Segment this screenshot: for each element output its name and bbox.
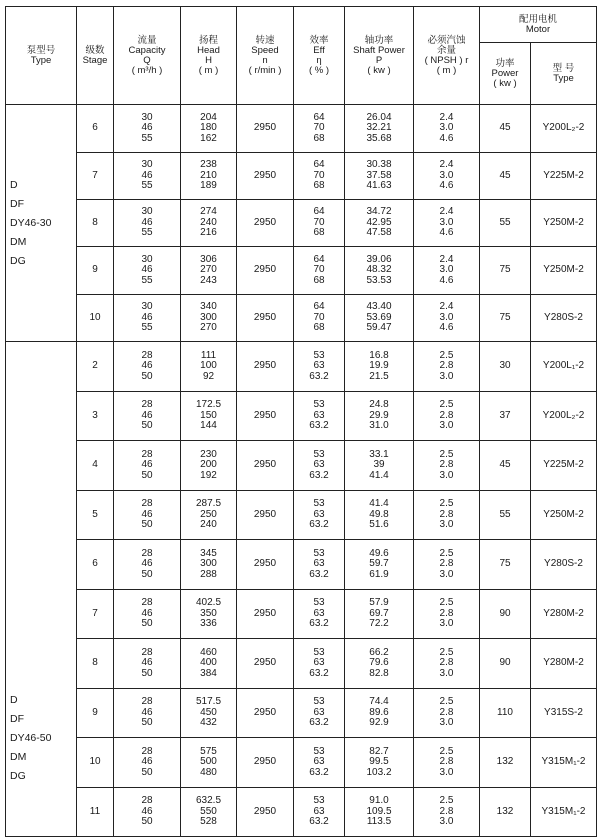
header-head-en: Head xyxy=(197,44,220,56)
speed-cell: 2950 xyxy=(237,247,294,295)
stage-cell: 7 xyxy=(77,589,114,639)
pump-performance-sheet xyxy=(5,6,597,837)
capacity-cell: 28 46 50 xyxy=(114,589,181,639)
table-row xyxy=(6,441,597,491)
stage-cell: 6 xyxy=(77,540,114,590)
header-motor-power-en: Power xyxy=(491,67,519,79)
npsh-cell: 2.5 2.8 3.0 xyxy=(414,540,480,590)
header-eff-cn: 效率 xyxy=(309,34,329,46)
power-cell: 91.0 109.5 113.5 xyxy=(345,787,414,837)
capacity-cell: 30 46 55 xyxy=(114,153,181,200)
motor-power-cell: 45 xyxy=(480,441,531,491)
capacity-cell: 28 46 50 xyxy=(114,639,181,689)
speed-cell: 2950 xyxy=(237,589,294,639)
header-speed-en: Speed xyxy=(251,44,279,56)
header-head-cn: 扬程 xyxy=(198,34,218,46)
eff-cell: 64 70 68 xyxy=(294,153,345,200)
header-npsh-cn2: 余量 xyxy=(436,44,456,56)
table-row xyxy=(6,540,597,590)
stage-cell: 11 xyxy=(77,787,114,837)
capacity-cell: 30 46 55 xyxy=(114,295,181,342)
power-cell: 26.04 32.21 35.68 xyxy=(345,105,414,153)
motor-power-cell: 110 xyxy=(480,688,531,738)
header-shaft-power-en: Shaft Power xyxy=(353,44,405,56)
eff-cell: 53 63 63.2 xyxy=(294,441,345,491)
stage-cell: 2 xyxy=(77,342,114,392)
head-cell: 575 500 480 xyxy=(181,738,237,788)
motor-type-cell: Y280M-2 xyxy=(531,589,597,639)
power-cell: 57.9 69.7 72.2 xyxy=(345,589,414,639)
speed-cell: 2950 xyxy=(237,787,294,837)
header-npsh-cn1: 必须汽蚀 xyxy=(427,34,466,46)
speed-cell: 2950 xyxy=(237,738,294,788)
motor-power-cell: 45 xyxy=(480,105,531,153)
header-shaft-power xyxy=(345,7,414,105)
motor-type-cell: Y200L₁-2 xyxy=(531,342,597,392)
table-row xyxy=(6,787,597,837)
speed-cell: 2950 xyxy=(237,105,294,153)
npsh-cell: 2.5 2.8 3.0 xyxy=(414,490,480,540)
power-cell: 16.8 19.9 21.5 xyxy=(345,342,414,392)
header-capacity-en: Capacity xyxy=(128,44,166,56)
header-type-en: Type xyxy=(30,54,52,66)
npsh-cell: 2.5 2.8 3.0 xyxy=(414,391,480,441)
eff-cell: 64 70 68 xyxy=(294,295,345,342)
head-cell: 517.5 450 432 xyxy=(181,688,237,738)
motor-type-cell: Y200L₂-2 xyxy=(531,105,597,153)
head-cell: 204 180 162 xyxy=(181,105,237,153)
header-capacity-symbol: Q xyxy=(143,54,151,66)
stage-cell: 7 xyxy=(77,153,114,200)
header-motor-cn: 配用电机 xyxy=(518,13,557,25)
header-shaft-power-cn: 轴功率 xyxy=(364,34,394,46)
table-row xyxy=(6,200,597,247)
eff-cell: 53 63 63.2 xyxy=(294,342,345,392)
power-cell: 49.6 59.7 61.9 xyxy=(345,540,414,590)
capacity-cell: 28 46 50 xyxy=(114,787,181,837)
header-stage-en: Stage xyxy=(82,54,108,66)
eff-cell: 53 63 63.2 xyxy=(294,787,345,837)
stage-cell: 6 xyxy=(77,105,114,153)
speed-cell: 2950 xyxy=(237,639,294,689)
eff-cell: 53 63 63.2 xyxy=(294,540,345,590)
table-row xyxy=(6,295,597,342)
header-capacity-unit: ( m³/h ) xyxy=(131,64,163,76)
npsh-cell: 2.5 2.8 3.0 xyxy=(414,441,480,491)
group-type-cell: D DF DY46-50 DM DG xyxy=(6,342,77,837)
header-motor-en: Motor xyxy=(525,23,551,35)
header-motor-type-cn: 型 号 xyxy=(552,62,575,74)
stage-cell: 9 xyxy=(77,688,114,738)
header-eff-unit: ( % ) xyxy=(308,64,330,76)
motor-power-cell: 75 xyxy=(480,247,531,295)
capacity-cell: 28 46 50 xyxy=(114,342,181,392)
capacity-cell: 28 46 50 xyxy=(114,688,181,738)
head-cell: 460 400 384 xyxy=(181,639,237,689)
header-shaft-power-unit: ( kw ) xyxy=(367,64,391,76)
motor-power-cell: 45 xyxy=(480,153,531,200)
speed-cell: 2950 xyxy=(237,342,294,392)
speed-cell: 2950 xyxy=(237,391,294,441)
header-motor-type xyxy=(531,43,597,105)
capacity-cell: 30 46 55 xyxy=(114,247,181,295)
table-row xyxy=(6,589,597,639)
header-capacity xyxy=(114,7,181,105)
npsh-cell: 2.4 3.0 4.6 xyxy=(414,105,480,153)
head-cell: 345 300 288 xyxy=(181,540,237,590)
motor-power-cell: 55 xyxy=(480,200,531,247)
head-cell: 238 210 189 xyxy=(181,153,237,200)
motor-type-cell: Y315S-2 xyxy=(531,688,597,738)
motor-type-cell: Y225M-2 xyxy=(531,441,597,491)
speed-cell: 2950 xyxy=(237,153,294,200)
motor-power-cell: 132 xyxy=(480,787,531,837)
speed-cell: 2950 xyxy=(237,540,294,590)
motor-power-cell: 90 xyxy=(480,589,531,639)
header-stage xyxy=(77,7,114,105)
npsh-cell: 2.5 2.8 3.0 xyxy=(414,342,480,392)
header-row xyxy=(6,7,597,43)
capacity-cell: 28 46 50 xyxy=(114,540,181,590)
header-eff xyxy=(294,7,345,105)
group-type-cell: D DF DY46-30 DM DG xyxy=(6,105,77,342)
stage-cell: 10 xyxy=(77,295,114,342)
stage-cell: 3 xyxy=(77,391,114,441)
power-cell: 34.72 42.95 47.58 xyxy=(345,200,414,247)
header-speed-cn: 转速 xyxy=(255,34,275,46)
header-motor xyxy=(480,7,597,43)
motor-power-cell: 55 xyxy=(480,490,531,540)
header-motor-power-unit: ( kw ) xyxy=(493,77,517,89)
motor-type-cell: Y280S-2 xyxy=(531,295,597,342)
head-cell: 172.5 150 144 xyxy=(181,391,237,441)
table-row xyxy=(6,391,597,441)
motor-type-cell: Y315M₁-2 xyxy=(531,738,597,788)
npsh-cell: 2.5 2.8 3.0 xyxy=(414,688,480,738)
eff-cell: 53 63 63.2 xyxy=(294,688,345,738)
head-cell: 111 100 92 xyxy=(181,342,237,392)
npsh-cell: 2.4 3.0 4.6 xyxy=(414,153,480,200)
header-motor-type-en: Type xyxy=(553,72,574,84)
motor-power-cell: 75 xyxy=(480,295,531,342)
motor-power-cell: 132 xyxy=(480,738,531,788)
capacity-cell: 28 46 50 xyxy=(114,490,181,540)
head-cell: 274 240 216 xyxy=(181,200,237,247)
motor-power-cell: 37 xyxy=(480,391,531,441)
header-eff-symbol: η xyxy=(316,54,322,66)
head-cell: 402.5 350 336 xyxy=(181,589,237,639)
header-shaft-power-symbol: P xyxy=(375,54,383,66)
stage-cell: 9 xyxy=(77,247,114,295)
npsh-cell: 2.4 3.0 4.6 xyxy=(414,247,480,295)
table-row xyxy=(6,688,597,738)
npsh-cell: 2.5 2.8 3.0 xyxy=(414,787,480,837)
head-cell: 306 270 243 xyxy=(181,247,237,295)
header-type-cn: 泵型号 xyxy=(26,44,56,56)
npsh-cell: 2.5 2.8 3.0 xyxy=(414,738,480,788)
eff-cell: 64 70 68 xyxy=(294,200,345,247)
power-cell: 74.4 89.6 92.9 xyxy=(345,688,414,738)
table-row xyxy=(6,639,597,689)
header-motor-power-cn: 功率 xyxy=(495,57,515,69)
motor-power-cell: 30 xyxy=(480,342,531,392)
power-cell: 24.8 29.9 31.0 xyxy=(345,391,414,441)
stage-cell: 5 xyxy=(77,490,114,540)
eff-cell: 64 70 68 xyxy=(294,105,345,153)
motor-type-cell: Y280S-2 xyxy=(531,540,597,590)
power-cell: 30.38 37.58 41.63 xyxy=(345,153,414,200)
header-stage-cn: 级数 xyxy=(85,44,105,56)
motor-type-cell: Y250M-2 xyxy=(531,490,597,540)
header-eff-en: Eff xyxy=(313,44,325,56)
npsh-cell: 2.4 3.0 4.6 xyxy=(414,200,480,247)
table-row xyxy=(6,490,597,540)
npsh-cell: 2.5 2.8 3.0 xyxy=(414,639,480,689)
capacity-cell: 30 46 55 xyxy=(114,200,181,247)
capacity-cell: 28 46 50 xyxy=(114,441,181,491)
header-npsh-unit: ( m ) xyxy=(436,64,457,76)
motor-type-cell: Y315M₁-2 xyxy=(531,787,597,837)
head-cell: 632.5 550 528 xyxy=(181,787,237,837)
motor-power-cell: 75 xyxy=(480,540,531,590)
eff-cell: 53 63 63.2 xyxy=(294,490,345,540)
head-cell: 230 200 192 xyxy=(181,441,237,491)
header-head-symbol: H xyxy=(205,54,212,66)
header-head xyxy=(181,7,237,105)
speed-cell: 2950 xyxy=(237,441,294,491)
motor-type-cell: Y200L₂-2 xyxy=(531,391,597,441)
motor-type-cell: Y250M-2 xyxy=(531,200,597,247)
eff-cell: 53 63 63.2 xyxy=(294,589,345,639)
table-row xyxy=(6,153,597,200)
table-row xyxy=(6,738,597,788)
capacity-cell: 28 46 50 xyxy=(114,391,181,441)
pump-performance-table xyxy=(5,6,597,837)
header-type xyxy=(6,7,77,105)
capacity-cell: 28 46 50 xyxy=(114,738,181,788)
stage-cell: 8 xyxy=(77,639,114,689)
motor-type-cell: Y280M-2 xyxy=(531,639,597,689)
header-motor-power xyxy=(480,43,531,105)
table-row xyxy=(6,342,597,392)
stage-cell: 8 xyxy=(77,200,114,247)
header-head-unit: ( m ) xyxy=(198,64,219,76)
eff-cell: 53 63 63.2 xyxy=(294,738,345,788)
motor-power-cell: 90 xyxy=(480,639,531,689)
header-speed-unit: ( r/min ) xyxy=(248,64,282,76)
speed-cell: 2950 xyxy=(237,295,294,342)
npsh-cell: 2.4 3.0 4.6 xyxy=(414,295,480,342)
stage-cell: 4 xyxy=(77,441,114,491)
stage-cell: 10 xyxy=(77,738,114,788)
motor-type-cell: Y225M-2 xyxy=(531,153,597,200)
speed-cell: 2950 xyxy=(237,490,294,540)
motor-type-cell: Y250M-2 xyxy=(531,247,597,295)
power-cell: 43.40 53.69 59.47 xyxy=(345,295,414,342)
header-npsh xyxy=(414,7,480,105)
capacity-cell: 30 46 55 xyxy=(114,105,181,153)
eff-cell: 53 63 63.2 xyxy=(294,639,345,689)
power-cell: 41.4 49.8 51.6 xyxy=(345,490,414,540)
header-speed xyxy=(237,7,294,105)
power-cell: 33.1 39 41.4 xyxy=(345,441,414,491)
header-speed-symbol: n xyxy=(262,54,268,66)
speed-cell: 2950 xyxy=(237,200,294,247)
table-row xyxy=(6,105,597,153)
npsh-cell: 2.5 2.8 3.0 xyxy=(414,589,480,639)
header-npsh-en: ( NPSH ) r xyxy=(424,54,469,66)
power-cell: 82.7 99.5 103.2 xyxy=(345,738,414,788)
power-cell: 39.06 48.32 53.53 xyxy=(345,247,414,295)
eff-cell: 64 70 68 xyxy=(294,247,345,295)
table-row xyxy=(6,247,597,295)
head-cell: 287.5 250 240 xyxy=(181,490,237,540)
header-capacity-cn: 流量 xyxy=(137,34,157,46)
head-cell: 340 300 270 xyxy=(181,295,237,342)
power-cell: 66.2 79.6 82.8 xyxy=(345,639,414,689)
speed-cell: 2950 xyxy=(237,688,294,738)
eff-cell: 53 63 63.2 xyxy=(294,391,345,441)
